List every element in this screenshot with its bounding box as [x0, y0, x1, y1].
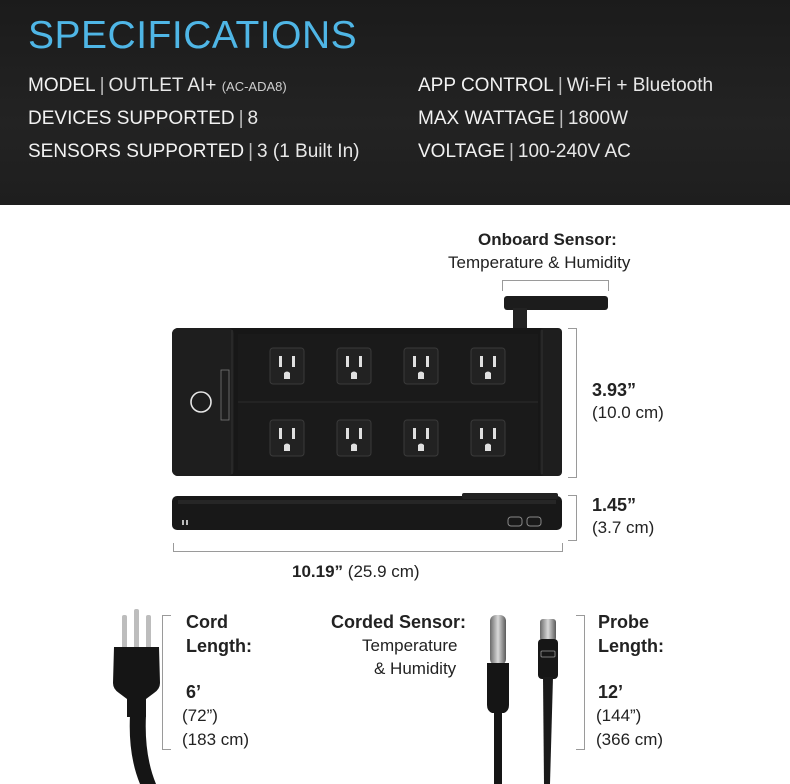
probe-length-in: (144”) — [596, 706, 642, 725]
spec-app-control: APP CONTROL | Wi-Fi + Bluetooth — [418, 75, 714, 96]
spec-max-wattage: MAX WATTAGE | 1800W — [418, 108, 629, 129]
onboard-sensor-head — [504, 296, 608, 310]
power-strip-front — [0, 290, 790, 490]
spec-model: MODEL | OUTLET AI+ (AC-ADA8) — [28, 75, 287, 96]
probe-length-ft: 12’ — [598, 682, 624, 702]
sensor-connector-housing — [538, 639, 558, 679]
sensor-probe-tip — [490, 615, 506, 665]
probe-title-line2: Length: — [598, 636, 664, 656]
cord-bracket — [162, 615, 171, 750]
corded-sensor-line2: Temperature — [362, 636, 458, 655]
outlet-receptacle — [404, 420, 438, 456]
spec-voltage: VOLTAGE | 100-240V AC — [418, 141, 631, 162]
strip-end-cap — [172, 328, 234, 476]
plug-prong-right — [146, 615, 151, 649]
spec-sensors: SENSORS SUPPORTED | 3 (1 Built In) — [28, 141, 360, 162]
probe-length-cm: (366 cm) — [596, 730, 664, 749]
plug-cord — [130, 715, 156, 784]
outlet-receptacle — [337, 348, 371, 384]
spec-devices: DEVICES SUPPORTED | 8 — [28, 108, 259, 129]
depth-metric: (3.7 cm) — [592, 518, 655, 537]
corded-sensor-title: Corded Sensor: — [331, 612, 467, 632]
cord-title-line2: Length: — [186, 636, 252, 656]
sensor-probe-grip — [487, 663, 509, 713]
strip-right-cap — [540, 328, 562, 476]
sensor-probe-cable — [494, 711, 502, 784]
cord-length-cm: (183 cm) — [182, 730, 250, 749]
width-dimension: 10.19” (25.9 cm) — [292, 562, 420, 581]
probe-title-line1: Probe — [598, 612, 650, 632]
outlet-receptacle — [471, 420, 505, 456]
onboard-sensor-title: Onboard Sensor: — [478, 230, 617, 249]
height-bracket — [568, 328, 577, 478]
outlet-receptacle — [337, 420, 371, 456]
spec-header — [0, 0, 790, 205]
depth-imperial: 1.45” — [592, 495, 637, 515]
cord-length-ft: 6’ — [186, 682, 202, 702]
cord-length-in: (72”) — [182, 706, 218, 725]
plug-head — [113, 647, 160, 717]
outlet-receptacle — [270, 348, 304, 384]
outlet-receptacle — [270, 420, 304, 456]
onboard-sensor-stem — [513, 308, 527, 330]
power-strip-side — [0, 490, 790, 550]
sensor-connector-plug — [540, 619, 556, 641]
depth-bracket — [568, 495, 577, 541]
width-bracket — [173, 543, 563, 552]
plug-ground-prong — [134, 609, 139, 649]
corded-sensor-illustration — [478, 605, 578, 784]
corded-sensor-line3: & Humidity — [374, 659, 457, 678]
onboard-sensor-subtitle: Temperature & Humidity — [448, 253, 631, 272]
outlet-receptacle — [404, 348, 438, 384]
height-metric: (10.0 cm) — [592, 403, 664, 422]
height-imperial: 3.93” — [592, 380, 637, 400]
outlet-receptacle — [471, 348, 505, 384]
cord-title-line1: Cord — [186, 612, 228, 632]
page-title: SPECIFICATIONS — [28, 14, 358, 57]
sensor-connector-cable — [543, 677, 553, 784]
plug-prong-left — [122, 615, 127, 649]
probe-bracket — [576, 615, 585, 750]
